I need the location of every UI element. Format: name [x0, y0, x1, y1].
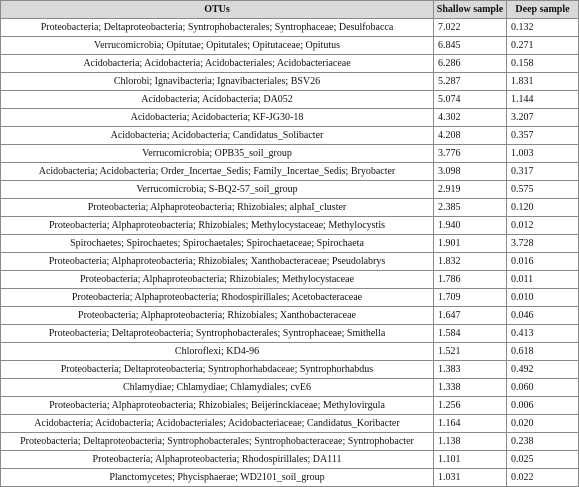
table-row [1, 343, 579, 361]
table-row [1, 397, 579, 415]
shallow-value-cell: 1.940 [434, 217, 507, 235]
shallow-value-cell: 1.521 [434, 343, 507, 361]
otu-cell: Proteobacteria; Alphaproteobacteria; Rhizobiales; Xanthobacteraceae; Pseudolabrys [1, 253, 434, 271]
shallow-value-cell: 1.138 [434, 433, 507, 451]
table-row [1, 271, 579, 289]
deep-value-cell: 3.207 [507, 109, 579, 127]
table-row [1, 73, 579, 91]
shallow-value-cell: 1.101 [434, 451, 507, 469]
shallow-value-cell: 6.286 [434, 55, 507, 73]
table-row [1, 109, 579, 127]
otu-cell: Acidobacteria; Acidobacteria; Acidobacteriales; Acidobacteriaceae; Candidatus_Koribacter [1, 415, 434, 433]
shallow-value-cell: 3.776 [434, 145, 507, 163]
deep-value-cell: 0.025 [507, 451, 579, 469]
deep-value-cell: 0.012 [507, 217, 579, 235]
shallow-value-cell: 1.832 [434, 253, 507, 271]
shallow-value-cell: 4.208 [434, 127, 507, 145]
deep-value-cell: 0.132 [507, 19, 579, 37]
otu-cell: Proteobacteria; Deltaproteobacteria; Syntrophorhabdaceae; Syntrophorhabdus [1, 361, 434, 379]
shallow-value-cell: 4.302 [434, 109, 507, 127]
table-row [1, 163, 579, 181]
table-row [1, 235, 579, 253]
otu-cell: Chlorobi; Ignavibacteria; Ignavibacteriales; BSV26 [1, 73, 434, 91]
table-row [1, 451, 579, 469]
table-row [1, 307, 579, 325]
otu-cell: Acidobacteria; Acidobacteria; Acidobacteriales; Acidobacteriaceae [1, 55, 434, 73]
otu-cell: Verrucomicrobia; S-BQ2-57_soil_group [1, 181, 434, 199]
otu-cell: Verrucomicrobia; Opitutae; Opitutales; Opitutaceae; Opitutus [1, 37, 434, 55]
table-row [1, 325, 579, 343]
otu-cell: Proteobacteria; Alphaproteobacteria; Rhizobiales; Methylocystaceae [1, 271, 434, 289]
shallow-value-cell: 2.919 [434, 181, 507, 199]
shallow-value-cell: 1.584 [434, 325, 507, 343]
shallow-value-cell: 1.031 [434, 469, 507, 487]
shallow-value-cell: 1.786 [434, 271, 507, 289]
table-row [1, 289, 579, 307]
table-row [1, 199, 579, 217]
deep-value-cell: 0.492 [507, 361, 579, 379]
otu-cell: Proteobacteria; Alphaproteobacteria; Rhizobiales; Xanthobacteraceae [1, 307, 434, 325]
otu-cell: Proteobacteria; Alphaproteobacteria; Rhizobiales; Beijerinckiaceae; Methylovirgula [1, 397, 434, 415]
deep-value-cell: 0.006 [507, 397, 579, 415]
shallow-value-cell: 1.901 [434, 235, 507, 253]
shallow-value-cell: 2.385 [434, 199, 507, 217]
deep-value-cell: 3.728 [507, 235, 579, 253]
table-row [1, 433, 579, 451]
deep-value-cell: 0.238 [507, 433, 579, 451]
shallow-value-cell: 3.098 [434, 163, 507, 181]
otu-cell: Acidobacteria; Acidobacteria; Candidatus_Solibacter [1, 127, 434, 145]
table-row [1, 145, 579, 163]
table-row [1, 253, 579, 271]
deep-value-cell: 0.413 [507, 325, 579, 343]
otu-cell: Proteobacteria; Alphaproteobacteria; Rhizobiales; Methylocystaceae; Methylocystis [1, 217, 434, 235]
shallow-value-cell: 1.383 [434, 361, 507, 379]
table-row [1, 181, 579, 199]
table-row [1, 469, 579, 487]
shallow-value-cell: 1.256 [434, 397, 507, 415]
deep-value-cell: 0.271 [507, 37, 579, 55]
deep-value-cell: 1.831 [507, 73, 579, 91]
deep-value-cell: 0.020 [507, 415, 579, 433]
deep-value-cell: 0.317 [507, 163, 579, 181]
otu-cell: Proteobacteria; Alphaproteobacteria; Rhizobiales; alphaI_cluster [1, 199, 434, 217]
table-row [1, 415, 579, 433]
table-row [1, 37, 579, 55]
deep-value-cell: 0.120 [507, 199, 579, 217]
deep-value-cell: 0.022 [507, 469, 579, 487]
otu-cell: Proteobacteria; Deltaproteobacteria; Syntrophobacterales; Syntrophobacteraceae; Syntrophobacter [1, 433, 434, 451]
otu-cell: Spirochaetes; Spirochaetes; Spirochaetales; Spirochaetaceae; Spirochaeta [1, 235, 434, 253]
table-row [1, 379, 579, 397]
otu-cell: Proteobacteria; Alphaproteobacteria; Rhodospirillales; Acetobacteraceae [1, 289, 434, 307]
header-otus: OTUs [1, 1, 434, 19]
table-row [1, 91, 579, 109]
otu-cell: Proteobacteria; Deltaproteobacteria; Syntrophobacterales; Syntrophaceae; Smithella [1, 325, 434, 343]
table-body [1, 19, 579, 487]
shallow-value-cell: 1.164 [434, 415, 507, 433]
otu-cell: Acidobacteria; Acidobacteria; DA052 [1, 91, 434, 109]
deep-value-cell: 0.016 [507, 253, 579, 271]
otu-cell: Acidobacteria; Acidobacteria; KF-JG30-18 [1, 109, 434, 127]
shallow-value-cell: 1.709 [434, 289, 507, 307]
table-row [1, 55, 579, 73]
deep-value-cell: 0.046 [507, 307, 579, 325]
header-row [1, 1, 579, 19]
header-deep-sample: Deep sample [507, 1, 579, 19]
shallow-value-cell: 5.287 [434, 73, 507, 91]
table-row [1, 19, 579, 37]
shallow-value-cell: 1.338 [434, 379, 507, 397]
otu-cell: Verrucomicrobia; OPB35_soil_group [1, 145, 434, 163]
otu-cell: Chloroflexi; KD4-96 [1, 343, 434, 361]
shallow-value-cell: 6.845 [434, 37, 507, 55]
otu-cell: Planctomycetes; Phycisphaerae; WD2101_soil_group [1, 469, 434, 487]
header-shallow-sample: Shallow sample [434, 1, 507, 19]
otu-cell: Chlamydiae; Chlamydiae; Chlamydiales; cvE6 [1, 379, 434, 397]
deep-value-cell: 0.011 [507, 271, 579, 289]
table-row [1, 361, 579, 379]
deep-value-cell: 0.357 [507, 127, 579, 145]
deep-value-cell: 0.575 [507, 181, 579, 199]
otu-cell: Acidobacteria; Acidobacteria; Order_Incertae_Sedis; Family_Incertae_Sedis; Bryobacter [1, 163, 434, 181]
table-row [1, 127, 579, 145]
deep-value-cell: 0.010 [507, 289, 579, 307]
deep-value-cell: 1.144 [507, 91, 579, 109]
shallow-value-cell: 5.074 [434, 91, 507, 109]
otu-cell: Proteobacteria; Alphaproteobacteria; Rhodospirillales; DA111 [1, 451, 434, 469]
deep-value-cell: 0.158 [507, 55, 579, 73]
shallow-value-cell: 7.022 [434, 19, 507, 37]
deep-value-cell: 1.003 [507, 145, 579, 163]
shallow-value-cell: 1.647 [434, 307, 507, 325]
table-row [1, 217, 579, 235]
deep-value-cell: 0.060 [507, 379, 579, 397]
deep-value-cell: 0.618 [507, 343, 579, 361]
otu-cell: Proteobacteria; Deltaproteobacteria; Syntrophobacterales; Syntrophaceae; Desulfobacca [1, 19, 434, 37]
